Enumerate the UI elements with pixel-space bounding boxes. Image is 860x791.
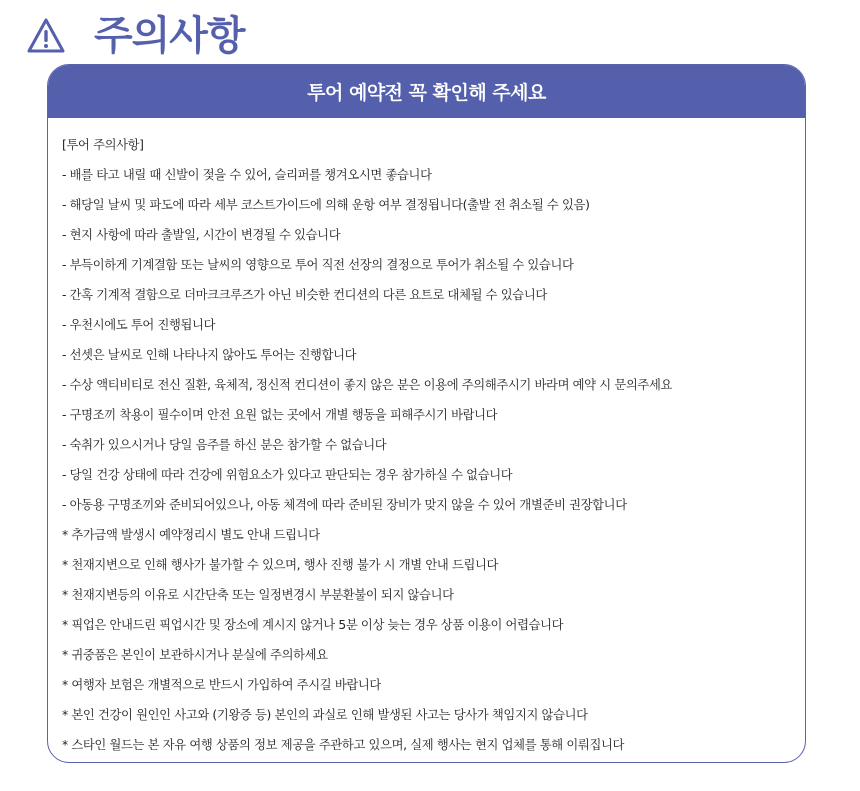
note-item: - 해당일 날씨 및 파도에 따라 세부 코스트가이드에 의해 운항 여부 결정됩니다(출발 전 취소될 수 있음) <box>62 198 590 212</box>
note-item: - 당일 건강 상태에 따라 건강에 위험요소가 있다고 판단되는 경우 참가하실 수 없습니다 <box>62 468 513 482</box>
note-item: - 우천시에도 투어 진행됩니다 <box>62 318 216 332</box>
note-item: * 스타인 월드는 본 자유 여행 상품의 정보 제공을 주관하고 있으며, 실제 행사는 현지 업체를 통해 이뤄집니다 <box>62 738 625 752</box>
note-item: - 간혹 기계적 결함으로 더마크크루즈가 아닌 비슷한 컨디션의 다른 요트로 대체될 수 있습니다 <box>62 288 547 302</box>
note-item: - 수상 액티비티로 전신 질환, 육체적, 정신적 컨디션이 좋지 않은 분은 이용에 주의해주시기 바라며 예약 시 문의주세요 <box>62 378 673 392</box>
banner-text: 투어 예약전 꼭 확인해 주세요 <box>307 82 546 104</box>
note-item: * 귀중품은 본인이 보관하시거나 분실에 주의하세요 <box>62 648 328 662</box>
notes-list <box>48 118 805 760</box>
note-item: - 부득이하게 기계결함 또는 날씨의 영향으로 투어 직전 선장의 결정으로 투어가 취소될 수 있습니다 <box>62 258 574 272</box>
note-item: * 픽업은 안내드린 픽업시간 및 장소에 계시지 않거나 5분 이상 늦는 경우 상품 이용이 어렵습니다 <box>62 618 564 632</box>
note-item: - 선셋은 날씨로 인해 나타나지 않아도 투어는 진행합니다 <box>62 348 357 362</box>
page-title: 주의사항 <box>94 13 245 59</box>
note-item: * 천재지변으로 인해 행사가 불가할 수 있으며, 행사 진행 불가 시 개별 안내 드립니다 <box>62 558 499 572</box>
note-item: * 여행자 보험은 개별적으로 반드시 가입하여 주시길 바랍니다 <box>62 678 381 692</box>
note-item: * 추가금액 발생시 예약정리시 별도 안내 드립니다 <box>62 528 320 542</box>
note-item: - 구명조끼 착용이 필수이며 안전 요원 없는 곳에서 개별 행동을 피해주시기 바랍니다 <box>62 408 498 422</box>
warning-triangle-icon <box>26 16 66 56</box>
note-item: - 배를 타고 내릴 때 신발이 젖을 수 있어, 슬리퍼를 챙겨오시면 좋습니다 <box>62 168 432 182</box>
notes-heading: [투어 주의사항] <box>62 138 144 152</box>
notice-card <box>47 64 806 763</box>
notice-banner <box>48 65 805 118</box>
note-item: - 아동용 구명조끼와 준비되어있으나, 아동 체격에 따라 준비된 장비가 맞지 않을 수 있어 개별준비 권장합니다 <box>62 498 627 512</box>
note-item: - 숙취가 있으시거나 당일 음주를 하신 분은 참가할 수 없습니다 <box>62 438 387 452</box>
page-header <box>26 10 245 62</box>
note-item: * 천재지변등의 이유로 시간단축 또는 일정변경시 부분환불이 되지 않습니다 <box>62 588 454 602</box>
note-item: * 본인 건강이 원인인 사고와 (기왕증 등) 본인의 과실로 인해 발생된 사고는 당사가 책임지지 않습니다 <box>62 708 588 722</box>
note-item: - 현지 사항에 따라 출발일, 시간이 변경될 수 있습니다 <box>62 228 341 242</box>
